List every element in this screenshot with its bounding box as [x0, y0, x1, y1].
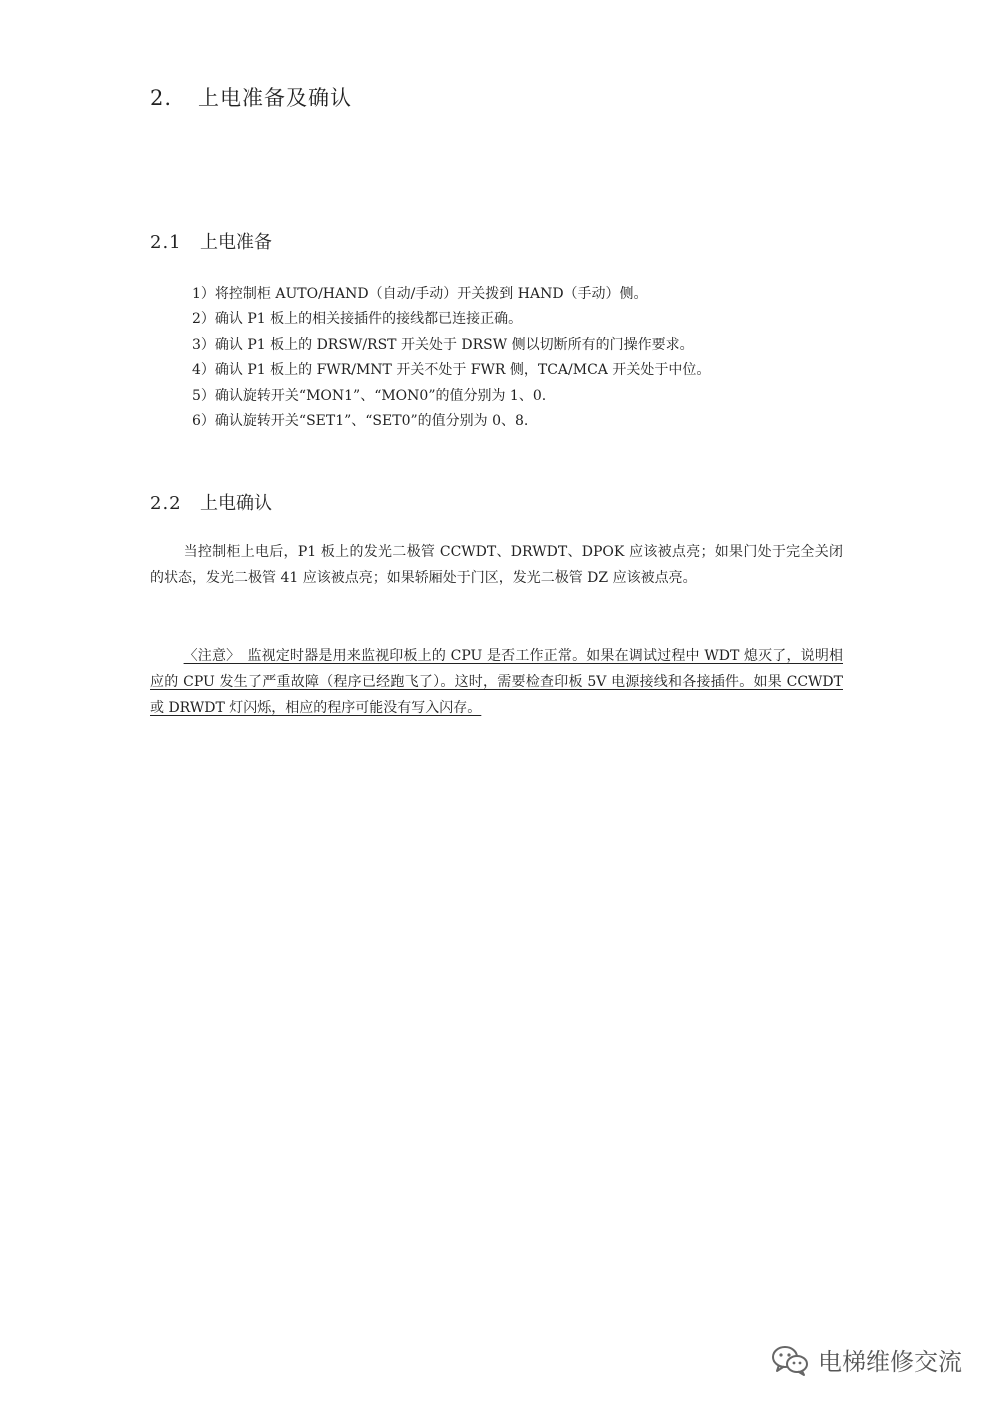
section-number: 2. [150, 86, 173, 110]
list-item: 2）确认 P1 板上的相关接插件的接线都已连接正确。 [192, 311, 523, 328]
note-text: 〈注意〉 监视定时器是用来监视印板上的 CPU 是否工作正常。如果在调试过程中 WDT 熄灭了，说明相应的 CPU 发生了严重故障（程序已经跑飞了）。这时，需要检查印板 5V 电源接线和各接插件。如果 CCWDT 或 DRWDT 灯闪烁，相应的程序可能没有写入闪存。 [150, 648, 843, 716]
subsection-number: 2.2 [150, 493, 182, 514]
list-item: 1）将控制柜 AUTO/HAND（自动/手动）开关拨到 HAND（手动）侧。 [192, 286, 648, 302]
wechat-icon [770, 1343, 810, 1377]
subsection-heading-power-confirm [150, 489, 272, 515]
confirm-paragraph: 当控制柜上电后，P1 板上的发光二极管 CCWDT、DRWDT、DPOK 应该被点亮；如果门处于完全关闭的状态，发光二极管 41 应该被点亮；如果轿厢处于门区，发光二极管 DZ 应该被点亮。 [150, 544, 843, 586]
subsection-title: 上电准备 [200, 232, 272, 253]
subsection-title: 上电确认 [200, 493, 272, 514]
prep-steps-list [192, 282, 710, 434]
list-item: 6）确认旋转开关“SET1”、“SET0”的值分别为 0、8. [192, 413, 529, 430]
section-title: 上电准备及确认 [198, 86, 352, 110]
section-heading [150, 82, 352, 112]
list-item: 4）确认 P1 板上的 FWR/MNT 开关不处于 FWR 侧，TCA/MCA 开关处于中位。 [192, 362, 711, 379]
note-paragraph [150, 643, 843, 721]
watermark-text: 电梯维修交流 [818, 1348, 962, 1376]
list-item: 5）确认旋转开关“MON1”、“MON0”的值分别为 1、0. [192, 387, 547, 404]
list-item: 3）确认 P1 板上的 DRSW/RST 开关处于 DRSW 侧以切断所有的门操作要求。 [192, 336, 694, 353]
watermark [770, 1342, 962, 1377]
subsection-heading-power-prep [150, 228, 272, 254]
subsection-number: 2.1 [150, 232, 182, 253]
